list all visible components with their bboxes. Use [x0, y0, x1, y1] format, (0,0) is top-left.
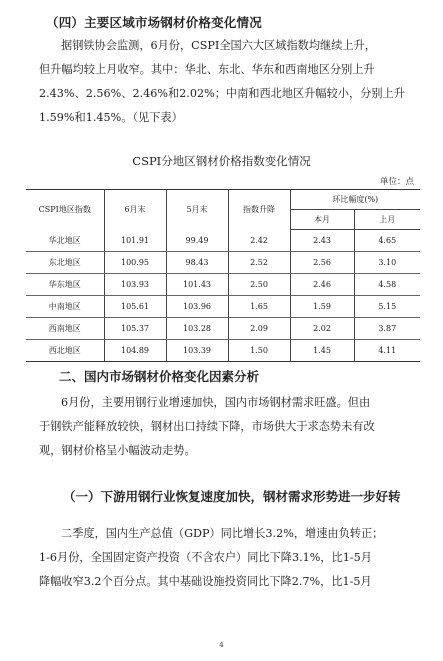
header-may-end: 5月末 — [166, 190, 228, 230]
cell-june-end: 101.91 — [104, 230, 166, 252]
paragraph-line: 据钢铁协会监测，6月份，CSPI全国六大区域指数均继续上升， — [61, 39, 376, 52]
subsection-paragraph — [39, 522, 405, 594]
cell-last-month: 4.58 — [354, 274, 420, 296]
price-index-table — [26, 189, 420, 362]
header-last-month: 上月 — [354, 210, 420, 230]
cell-may-end: 98.43 — [166, 252, 228, 274]
paragraph-line: 降幅收窄3.2个百分点。其中基础设施投资同比下降2.7%，比1-5月 — [39, 575, 372, 588]
cell-this-month: 2.02 — [290, 318, 354, 340]
cell-region: 东北地区 — [26, 252, 104, 274]
table-row — [26, 340, 420, 362]
page-number: 4 — [219, 641, 224, 649]
header-june-end: 6月末 — [104, 190, 166, 230]
cell-may-end: 103.39 — [166, 340, 228, 362]
cell-change: 1.65 — [228, 296, 290, 318]
section2-paragraph — [39, 391, 405, 463]
cell-this-month: 2.46 — [290, 274, 354, 296]
cell-may-end: 103.96 — [166, 296, 228, 318]
cell-region: 华北地区 — [26, 230, 104, 252]
header-region: CSPI地区指数 — [26, 190, 104, 230]
cell-june-end: 100.95 — [104, 252, 166, 274]
cell-june-end: 105.61 — [104, 296, 166, 318]
cell-this-month: 2.56 — [290, 252, 354, 274]
intro-paragraph — [39, 34, 405, 130]
table-row — [26, 318, 420, 340]
cell-region: 中南地区 — [26, 296, 104, 318]
subsection-heading: （一）下游用钢行业恢复速度加快，钢材需求形势进一步好转 — [63, 489, 401, 504]
cell-may-end: 101.43 — [166, 274, 228, 296]
table-row — [26, 274, 420, 296]
cell-change: 2.50 — [228, 274, 290, 296]
cell-region: 西北地区 — [26, 340, 104, 362]
cell-region: 西南地区 — [26, 318, 104, 340]
table-row — [26, 230, 420, 252]
table-row — [26, 252, 420, 274]
paragraph-line: 但升幅均较上月收窄。其中：华北、东北、华东和西南地区分别上升 — [39, 63, 375, 76]
cell-last-month: 3.10 — [354, 252, 420, 274]
header-this-month: 本月 — [290, 210, 354, 230]
cell-this-month: 1.45 — [290, 340, 354, 362]
cell-change: 2.52 — [228, 252, 290, 274]
cell-this-month: 1.59 — [290, 296, 354, 318]
cell-last-month: 4.65 — [354, 230, 420, 252]
section2-heading: 二、国内市场钢材价格变化因素分析 — [59, 369, 260, 384]
header-mom-group: 环比幅度(%) — [290, 190, 420, 210]
paragraph-line: 于钢铁产能释放较快，钢材出口持续下降，市场供大于求态势未有改 — [39, 420, 375, 433]
header-change: 指数升降 — [228, 190, 290, 230]
cell-change: 2.42 — [228, 230, 290, 252]
cell-change: 1.50 — [228, 340, 290, 362]
cell-this-month: 2.43 — [290, 230, 354, 252]
cell-last-month: 4.11 — [354, 340, 420, 362]
cell-change: 2.09 — [228, 318, 290, 340]
cell-region: 华东地区 — [26, 274, 104, 296]
cell-may-end: 99.49 — [166, 230, 228, 252]
table-row — [26, 296, 420, 318]
cell-last-month: 3.87 — [354, 318, 420, 340]
cell-june-end: 104.89 — [104, 340, 166, 362]
paragraph-line: 1.59%和1.45%。（见下表） — [39, 111, 183, 124]
cell-june-end: 105.37 — [104, 318, 166, 340]
paragraph-line: 观，钢材价格呈小幅波动走势。 — [39, 444, 196, 457]
paragraph-line: 6月份，主要用钢行业增速加快，国内市场钢材需求旺盛。但由 — [61, 396, 371, 409]
cell-last-month: 5.15 — [354, 296, 420, 318]
cell-may-end: 103.28 — [166, 318, 228, 340]
table-unit-label: 单位：点 — [379, 177, 414, 187]
paragraph-line: 2.43%、2.56%、2.46%和2.02%；中南和西北地区升幅较小，分别上升 — [39, 87, 405, 100]
cell-june-end: 103.93 — [104, 274, 166, 296]
paragraph-line: 二季度，国内生产总值（GDP）同比增长3.2%，增速由负转正； — [61, 527, 384, 540]
table-title: CSPI分地区钢材价格指数变化情况 — [132, 154, 311, 168]
paragraph-line: 1-6月份，全国固定资产投资（不含农户）同比下降3.1%，比1-5月 — [39, 551, 372, 564]
section-heading: （四）主要区域市场钢材价格变化情况 — [46, 15, 262, 30]
